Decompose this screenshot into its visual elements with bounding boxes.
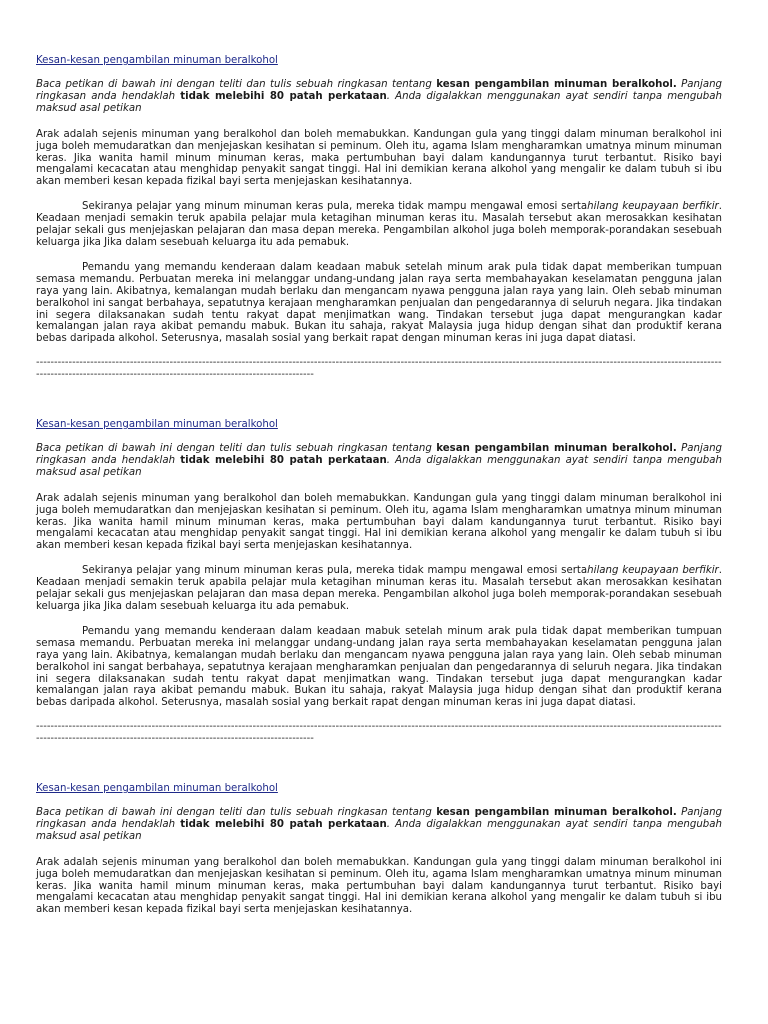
section-title[interactable]: Kesan-kesan pengambilan minuman beralkohol bbox=[36, 783, 278, 794]
instr-bold-limit: tidak melebihi 80 patah perkataan bbox=[180, 818, 387, 830]
p2-italic: hilang keupayaan berfikir bbox=[587, 201, 719, 213]
instructions bbox=[36, 443, 722, 479]
section-3 bbox=[36, 776, 722, 916]
p2-text-c: . Keadaan menjadi semakin teruk apabila pelajar mula ketagihan minuman keras itu. Masalah tersebut akan merosakkan kesihatan pelajar sekali gus menjejaskan pelajaran dan masa depan mereka. Pengambilan alkohol juga boleh memporak-porandakan sesebuah keluarga jika Jika dalam sesebuah keluarga itu ada pemabuk. bbox=[36, 565, 722, 612]
p2-text-c: . Keadaan menjadi semakin teruk apabila pelajar mula ketagihan minuman keras itu. Masalah tersebut akan merosakkan kesihatan pelajar sekali gus menjejaskan pelajaran dan masa depan mereka. Pengambilan alkohol juga boleh memporak-porandakan sesebuah keluarga jika Jika dalam sesebuah keluarga itu ada pemabuk. bbox=[36, 201, 722, 248]
instr-text-c: Panjang ringkasan anda hendaklah bbox=[36, 443, 722, 466]
instr-text-a: Baca petikan di bawah ini dengan teliti dan tulis sebuah ringkasan tentang bbox=[36, 443, 437, 454]
section-2 bbox=[36, 412, 722, 745]
instr-bold-limit: tidak melebihi 80 patah perkataan bbox=[180, 90, 387, 102]
p3-text: Pemandu yang memandu kenderaan dalam keadaan mabuk setelah minum arak pula tidak dapat memberikan tumpuan semasa memandu. Perbuatan mereka ini melanggar undang-undang jalan raya serta membahayakan keselamatan pengguna jalan raya yang lain. Akibatnya, kemalangan mudah berlaku dan mengancam nyawa pengguna jalan raya yang lain. Oleh sebab minuman beralkohol ini sangat berbahaya, sepatutnya kerajaan mengharamkan penjualan dan pengedarannya di seluruh negara. Jika tindakan ini segera dilaksanakan sudah tentu rakyat dapat menjimatkan wang. Tindakan tersebut juga dapat mengurangkan kadar kemalangan jalan raya akibat pemandu mabuk. Bukan itu sahaja, rakyat Malaysia juga hidup dengan sihat dan produktif kerana bebas daripada alkohol. Seterusnya, masalah sosial yang berkait rapat dengan minuman keras ini juga dapat diatasi. bbox=[36, 261, 722, 345]
instr-text-c: Panjang ringkasan anda hendaklah bbox=[36, 807, 722, 830]
paragraph-1: Arak adalah sejenis minuman yang beralkohol dan boleh memabukkan. Kandungan gula yang tinggi dalam minuman beralkohol ini juga boleh memudaratkan dan menjejaskan kesihatan si peminum. Oleh itu, agama Islam mengharamkan umatnya minum minuman keras. Jika wanita hamil minum minuman keras, maka pertumbuhan bayi dalam kandungannya turut terbantut. Risiko bayi mengalami kecacatan atau menghidap penyakit sangat tinggi. Hal ini demikian kerana alkohol yang mengalir ke dalam tubuh si ibu akan memberi kesan kepada fizikal bayi serta menjejaskan kesihatannya. bbox=[36, 856, 722, 916]
section-title[interactable]: Kesan-kesan pengambilan minuman beralkohol bbox=[36, 419, 278, 430]
instr-bold-topic: kesan pengambilan minuman beralkohol. bbox=[436, 807, 677, 818]
separator-line: --------------------------------------------------------------------------------------------------------------------------------------------------------------------------------------------------------------------------------------------------------------------------- bbox=[36, 357, 722, 381]
instr-bold-limit: tidak melebihi 80 patah perkataan bbox=[180, 454, 387, 466]
section-1 bbox=[36, 48, 722, 381]
paragraph-3 bbox=[36, 262, 722, 345]
instr-bold-topic: kesan pengambilan minuman beralkohol. bbox=[436, 79, 677, 90]
section-title[interactable]: Kesan-kesan pengambilan minuman beralkohol bbox=[36, 55, 278, 66]
instr-text-c: Panjang ringkasan anda hendaklah bbox=[36, 79, 722, 102]
instr-text-a: Baca petikan di bawah ini dengan teliti dan tulis sebuah ringkasan tentang bbox=[36, 807, 437, 818]
paragraph-2 bbox=[36, 201, 722, 249]
paragraph-2 bbox=[36, 565, 722, 613]
instr-text-e: . Anda digalakkan menggunakan ayat sendiri tanpa mengubah maksud asal petikan bbox=[36, 90, 722, 114]
instr-text-e: . Anda digalakkan menggunakan ayat sendiri tanpa mengubah maksud asal petikan bbox=[36, 454, 722, 478]
p2-italic: hilang keupayaan berfikir bbox=[587, 565, 719, 577]
paragraph-3 bbox=[36, 626, 722, 709]
instructions bbox=[36, 807, 722, 843]
paragraph-1: Arak adalah sejenis minuman yang beralkohol dan boleh memabukkan. Kandungan gula yang tinggi dalam minuman beralkohol ini juga boleh memudaratkan dan menjejaskan kesihatan si peminum. Oleh itu, agama Islam mengharamkan umatnya minum minuman keras. Jika wanita hamil minum minuman keras, maka pertumbuhan bayi dalam kandungannya turut terbantut. Risiko bayi mengalami kecacatan atau menghidap penyakit sangat tinggi. Hal ini demikian kerana alkohol yang mengalir ke dalam tubuh si ibu akan memberi kesan kepada fizikal bayi serta menjejaskan kesihatannya. bbox=[36, 492, 722, 552]
instr-bold-topic: kesan pengambilan minuman beralkohol. bbox=[436, 443, 677, 454]
paragraph-1: Arak adalah sejenis minuman yang beralkohol dan boleh memabukkan. Kandungan gula yang tinggi dalam minuman beralkohol ini juga boleh memudaratkan dan menjejaskan kesihatan si peminum. Oleh itu, agama Islam mengharamkan umatnya minum minuman keras. Jika wanita hamil minum minuman keras, maka pertumbuhan bayi dalam kandungannya turut terbantut. Risiko bayi mengalami kecacatan atau menghidap penyakit sangat tinggi. Hal ini demikian kerana alkohol yang mengalir ke dalam tubuh si ibu akan memberi kesan kepada fizikal bayi serta menjejaskan kesihatannya. bbox=[36, 128, 722, 188]
instr-text-e: . Anda digalakkan menggunakan ayat sendiri tanpa mengubah maksud asal petikan bbox=[36, 818, 722, 842]
p2-text-a: Sekiranya pelajar yang minum minuman keras pula, mereka tidak mampu mengawal emosi serta bbox=[82, 201, 588, 213]
p3-text: Pemandu yang memandu kenderaan dalam keadaan mabuk setelah minum arak pula tidak dapat memberikan tumpuan semasa memandu. Perbuatan mereka ini melanggar undang-undang jalan raya serta membahayakan keselamatan pengguna jalan raya yang lain. Akibatnya, kemalangan mudah berlaku dan mengancam nyawa pengguna jalan raya yang lain. Oleh sebab minuman beralkohol ini sangat berbahaya, sepatutnya kerajaan mengharamkan penjualan dan pengedarannya di seluruh negara. Jika tindakan ini segera dilaksanakan sudah tentu rakyat dapat menjimatkan wang. Tindakan tersebut juga dapat mengurangkan kadar kemalangan jalan raya akibat pemandu mabuk. Bukan itu sahaja, rakyat Malaysia juga hidup dengan sihat dan produktif kerana bebas daripada alkohol. Seterusnya, masalah sosial yang berkait rapat dengan minuman keras ini juga dapat diatasi. bbox=[36, 625, 722, 709]
p2-text-a: Sekiranya pelajar yang minum minuman keras pula, mereka tidak mampu mengawal emosi serta bbox=[82, 565, 588, 577]
separator-line: --------------------------------------------------------------------------------------------------------------------------------------------------------------------------------------------------------------------------------------------------------------------------- bbox=[36, 721, 722, 745]
instr-text-a: Baca petikan di bawah ini dengan teliti dan tulis sebuah ringkasan tentang bbox=[36, 79, 437, 90]
instructions bbox=[36, 79, 722, 115]
